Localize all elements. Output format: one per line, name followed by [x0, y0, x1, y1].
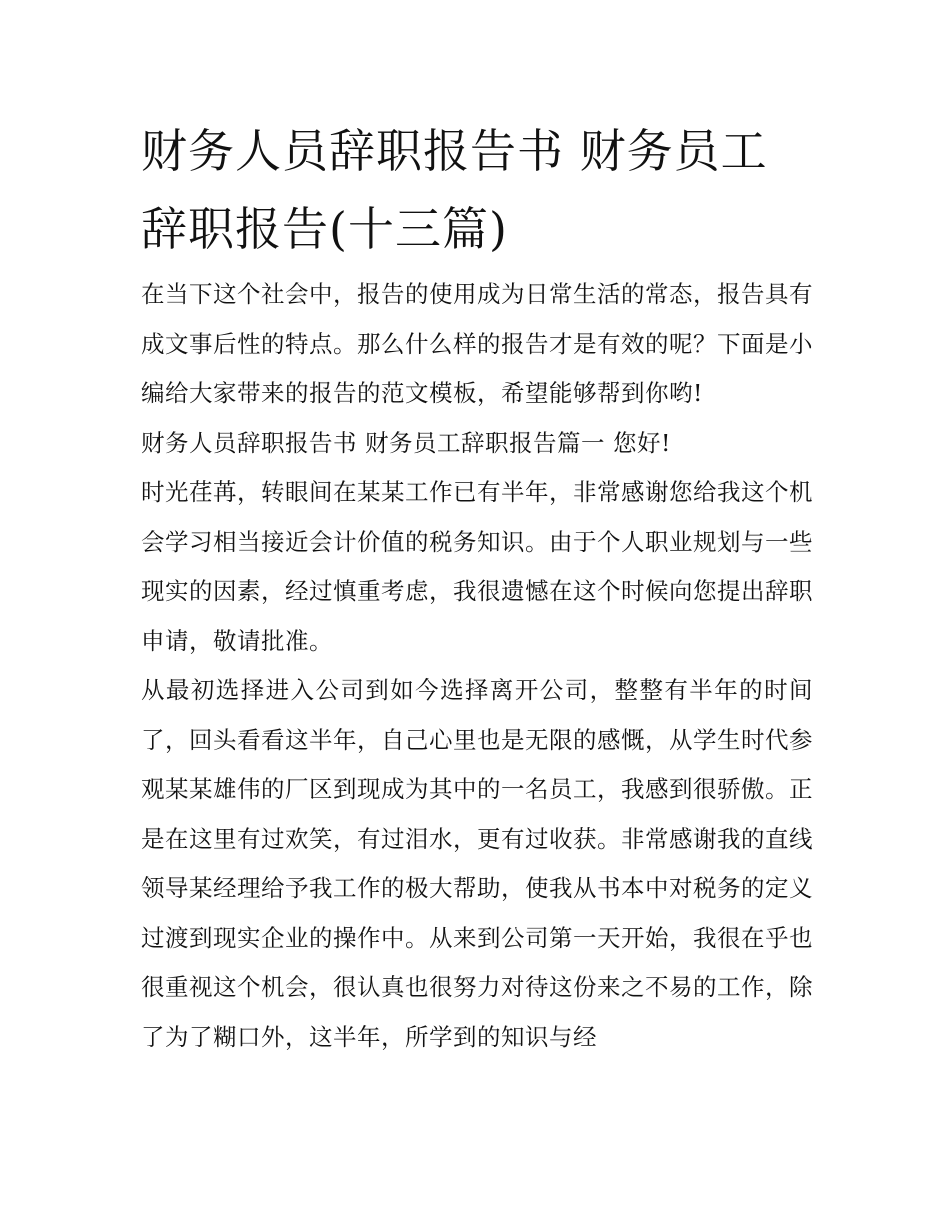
paragraph-intro: 在当下这个社会中，报告的使用成为日常生活的常态，报告具有成文事后性的特点。那么什么样的报告才是有效的呢？下面是小编给大家带来的报告的范文模板，希望能够帮到你哟!: [141, 280, 813, 407]
paragraph-heading-greeting: 财务人员辞职报告书 财务员工辞职报告篇一 您好!: [141, 428, 671, 457]
document-body: [141, 270, 813, 1062]
paragraph-reflection: 从最初选择进入公司到如今选择离开公司，整整有半年的时间了，回头看看这半年，自己心里也是无限的感慨，从学生时代参观某某雄伟的厂区到现成为其中的一名员工，我感到很骄傲。正是在这里有过欢笑，有过泪水，更有过收获。非常感谢我的直线领导某经理给予我工作的极大帮助，使我从书本中对税务的定义过渡到现实企业的操作中。从来到公司第一天开始，我很在乎也很重视这个机会，很认真也很努力对待这份来之不易的工作，除了为了糊口外，这半年，所学到的知识与经: [141, 676, 813, 1051]
document-title: 财务人员辞职报告书 财务员工辞职报告(十三篇): [141, 124, 768, 256]
document-page: [141, 112, 813, 1062]
paragraph-resignation-request: 时光荏苒，转眼间在某某工作已有半年，非常感谢您给我这个机会学习相当接近会计价值的税务知识。由于个人职业规划与一些现实的因素，经过慎重考虑，我很遗憾在这个时候向您提出辞职申请，敬请批准。: [141, 478, 813, 655]
